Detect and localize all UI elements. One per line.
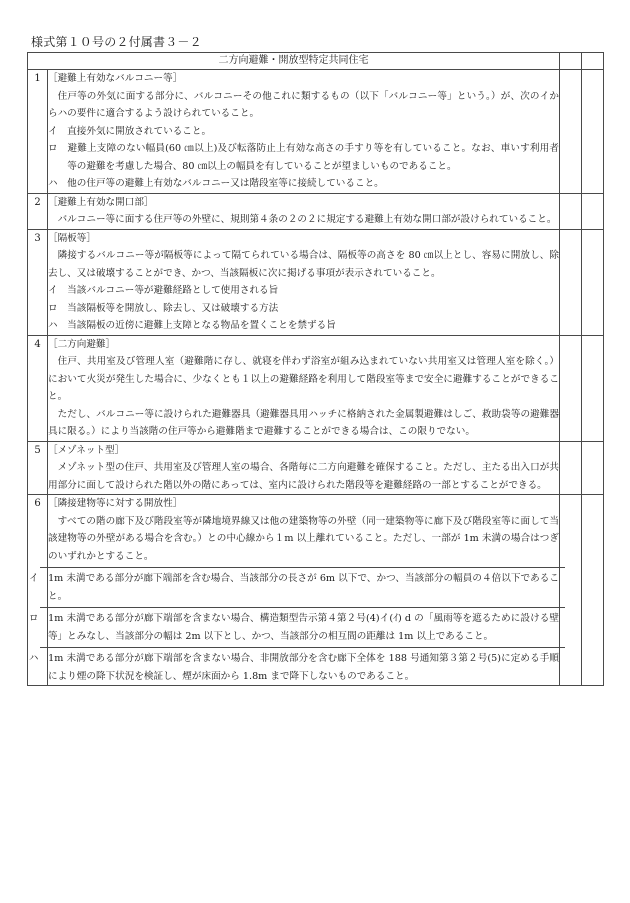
- paragraph: すべての階の廊下及び階段室等が隣地境界線又は他の建築物等の外壁（同一建築物等に廊下及び階段室等に面して当該建物等の外壁がある場合を含む。）との中心線から１m 以上離れていること。ただし、一部が 1m 未満の場合はつぎのいずれかとすること。: [48, 515, 559, 562]
- paragraph: 隣接するバルコニー等が隔板等によって隔てられている場合は、隔板等の高さを 80 ㎝以上とし、容易に開放し、除去し、又は破壊することができ、かつ、当該隔板に次に掲げる事項が表示されていること。: [48, 250, 559, 279]
- section-row-3: [28, 229, 604, 335]
- check-cell[interactable]: [560, 53, 582, 70]
- form-title: 様式第１０号の２付属書３－２: [31, 35, 202, 49]
- section-title: ［避難上有効な開口部］: [48, 196, 154, 208]
- section-number: 6: [28, 495, 48, 686]
- check-cell[interactable]: [582, 441, 604, 495]
- check-cell[interactable]: [582, 70, 604, 194]
- check-cell[interactable]: [560, 229, 582, 335]
- checklist-table: [27, 52, 604, 686]
- paragraph: バルコニー等に面する住戸等の外壁に、規則第４条の２の２に規定する避難上有効な開口部が設けられていること。: [57, 214, 557, 225]
- paragraph: ただし、バルコニー等に設けられた避難器具（避難器具用ハッチに格納された金属製避難はしご、救助袋等の避難器具に限る。）により当該階の住戸等から避難階まで避難することができる場合は、この限りでない。: [48, 408, 559, 437]
- check-cell[interactable]: [582, 335, 604, 441]
- section-number: 4: [28, 335, 48, 441]
- list-item: イ 1m 未満である部分が廊下端部を含む場合、当該部分の長さが 6m 以下で、かつ、当該部分の幅員の４倍以下であること。: [40, 567, 565, 605]
- section-row-2: [28, 193, 604, 229]
- section-row-6: [28, 495, 604, 686]
- table-header: 二方向避難・開放型特定共同住宅: [28, 53, 560, 70]
- check-cell[interactable]: [582, 193, 604, 229]
- check-cell[interactable]: [560, 495, 582, 686]
- section-title: ［隣接建物等に対する開放性］: [48, 498, 183, 509]
- list-item: ハ 1m 未満である部分が廊下端部を含まない場合、非開放部分を含む廊下全体を 188 号通知第３第２号(5)に定める手順により煙の降下状況を検証し、煙が床面から 1.8m まで降下しないものであること。: [40, 647, 565, 685]
- check-cell[interactable]: [582, 229, 604, 335]
- section-body: [48, 229, 560, 335]
- paragraph: メゾネット型の住戸、共用室及び管理人室の場合、各階毎に二方向避難を確保すること。ただし、主たる出入口が共用部分に面して設けられた階以外の階にあっては、室内に設けられた階段等を避難経路の一部とすることができる。: [48, 462, 559, 491]
- check-cell[interactable]: [560, 441, 582, 495]
- list-item: ロ 1m 未満である部分が廊下端部を含まない場合、構造類型告示第４第２号(4)イ(ｲ) d の「風雨等を遮るために設ける壁等」とみなし、当該部分の幅は 2m 以下とし、かつ、当該部分の相互間の距離は 1m 以上であること。: [40, 607, 565, 645]
- section-title: ［隔板等］: [48, 232, 96, 244]
- section-row-4: [28, 335, 604, 441]
- section-row-5: [28, 441, 604, 495]
- section-number: 2: [28, 193, 48, 229]
- list-item: イ 当該バルコニー等が避難経路として使用される旨: [48, 285, 279, 296]
- section-body: [48, 441, 560, 495]
- check-cell[interactable]: [560, 70, 582, 194]
- section-title: ［避難上有効なバルコニー等］: [48, 73, 183, 84]
- section-body: [48, 335, 560, 441]
- check-cell[interactable]: [560, 193, 582, 229]
- section-number: 5: [28, 441, 48, 495]
- section-title: ［メゾネット型］: [48, 444, 125, 456]
- paragraph: 住戸等の外気に面する部分に、バルコニーその他これに類するもの（以下「バルコニー等」という。）が、次のイからハの要件に適合するよう設けられていること。: [48, 90, 559, 119]
- list-item: ロ 避難上支障のない幅員(60 ㎝以上)及び転落防止上有効な高さの手すり等を有していること。なお、車いす利用者等の避難を考慮した場合、80 ㎝以上の幅員を有していることが望ましいものであること。: [48, 143, 559, 172]
- table-header-row: [28, 53, 604, 70]
- check-cell[interactable]: [560, 335, 582, 441]
- check-cell[interactable]: [582, 53, 604, 70]
- list-item: ロ 当該隔板等を開放し、除去し、又は破壊する方法: [48, 302, 279, 314]
- section-body: [28, 495, 560, 686]
- section-number: 1: [28, 70, 48, 194]
- section-title: ［二方向避難］: [48, 338, 116, 350]
- section-body: [48, 70, 560, 194]
- list-item: イ 直接外気に開放されていること。: [48, 125, 212, 137]
- section-body: [48, 193, 560, 229]
- list-item: ハ 当該隔板の近傍に避難上支障となる物品を置くことを禁ずる旨: [48, 320, 336, 331]
- list-item: ハ 他の住戸等の避難上有効なバルコニー又は階段室等に接続していること。: [48, 178, 384, 189]
- check-cell[interactable]: [582, 495, 604, 686]
- paragraph: 住戸、共用室及び管理人室（避難階に存し、就寝を伴わず浴室が組み込まれていない共用室又は管理人室を除く。）において火災が発生した場合に、少なくとも１以上の避難経路を利用して階段室等まで安全に避難することができること。: [48, 356, 559, 402]
- section-row-1: [28, 70, 604, 194]
- section-number: 3: [28, 229, 48, 335]
